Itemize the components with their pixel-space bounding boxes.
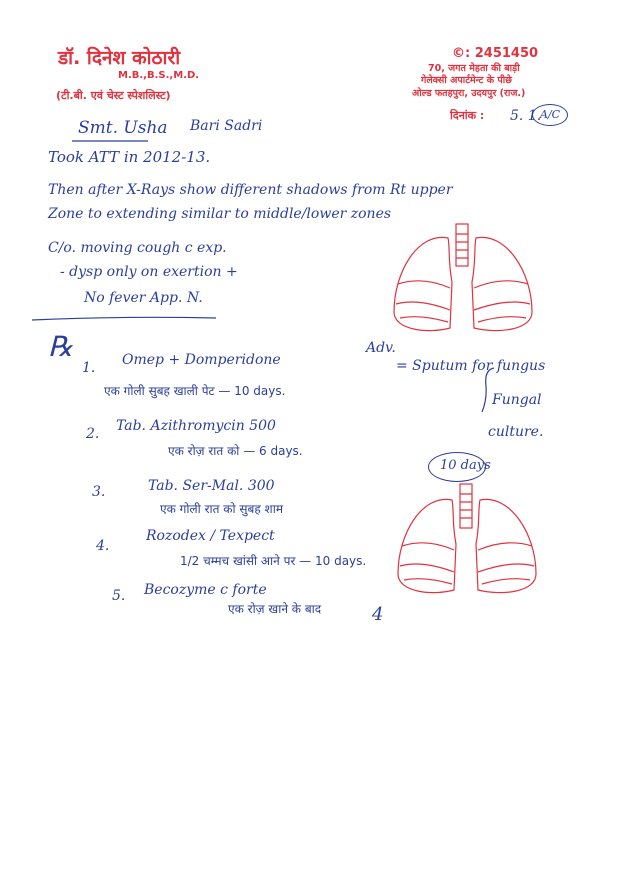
signature: 4 [372, 604, 384, 625]
doctor-specialty: (टी.बी. एवं चेस्ट स्पेशलिस्ट) [56, 89, 171, 102]
lungs-diagram-top [388, 222, 538, 338]
rx-instruction: 1/2 चम्मच खांसी आने पर — 10 days. [180, 554, 367, 568]
rx-drug: Rozodex / Texpect [146, 528, 275, 544]
advice-fungal: Fungal [492, 392, 542, 408]
rx-number: 5. [112, 588, 126, 604]
doctor-name: डॉ. दिनेश कोठारी [58, 47, 181, 69]
history-line: C/o. moving cough c exp. [48, 240, 227, 256]
advice-culture: culture. [488, 424, 544, 440]
address-line-3: ओल्ड फतहपुरा, उदयपुर (राज.) [412, 88, 526, 99]
rx-instruction: एक रोज़ खाने के बाद [228, 602, 322, 616]
doctor-degree: M.B.,B.S.,M.D. [118, 70, 200, 81]
rx-number: 2. [86, 426, 100, 442]
rx-instruction: एक रोज़ रात को — 6 days. [168, 444, 303, 458]
date-value: 5. 1. [510, 108, 542, 124]
date-stamp: A/C [532, 104, 568, 126]
patient-name: Smt. Usha [78, 118, 168, 138]
rx-drug: Becozyme c forte [144, 582, 267, 598]
phone-number: ©: 2451450 [452, 46, 539, 61]
underline [70, 138, 150, 144]
days-note: 10 days [440, 458, 491, 473]
rx-instruction: एक गोली रात को सुबह शाम [160, 502, 283, 516]
address-line-1: 70, जगत मेहता की बाड़ी [428, 63, 520, 74]
divider [30, 314, 220, 324]
rx-drug: Omep + Domperidone [122, 352, 281, 368]
rx-number: 1. [82, 360, 96, 376]
lungs-diagram-bottom [392, 482, 542, 600]
history-line: Took ATT in 2012-13. [48, 148, 211, 166]
address-line-2: गेलेक्सी अपार्टमेन्ट के पीछे [421, 75, 512, 86]
rx-instruction: एक गोली सुबह खाली पेट — 10 days. [104, 384, 286, 398]
history-line: Zone to extending similar to middle/lower zones [48, 206, 392, 222]
rx-number: 4. [96, 538, 110, 554]
history-line: Then after X-Rays show different shadows from Rt upper [48, 182, 453, 198]
bracket [478, 366, 498, 416]
date-label: दिनांक : [450, 109, 485, 122]
rx-drug: Tab. Ser-Mal. 300 [148, 478, 275, 494]
advice-label: Adv. [366, 340, 396, 356]
advice-sputum: = Sputum for fungus [396, 358, 546, 374]
rx-drug: Tab. Azithromycin 500 [116, 418, 276, 434]
patient-location: Bari Sadri [190, 118, 263, 134]
rx-number: 3. [92, 484, 106, 500]
rx-symbol: ℞ [48, 330, 74, 363]
history-line: - dysp only on exertion + [60, 264, 238, 280]
history-line: No fever App. N. [84, 290, 203, 306]
